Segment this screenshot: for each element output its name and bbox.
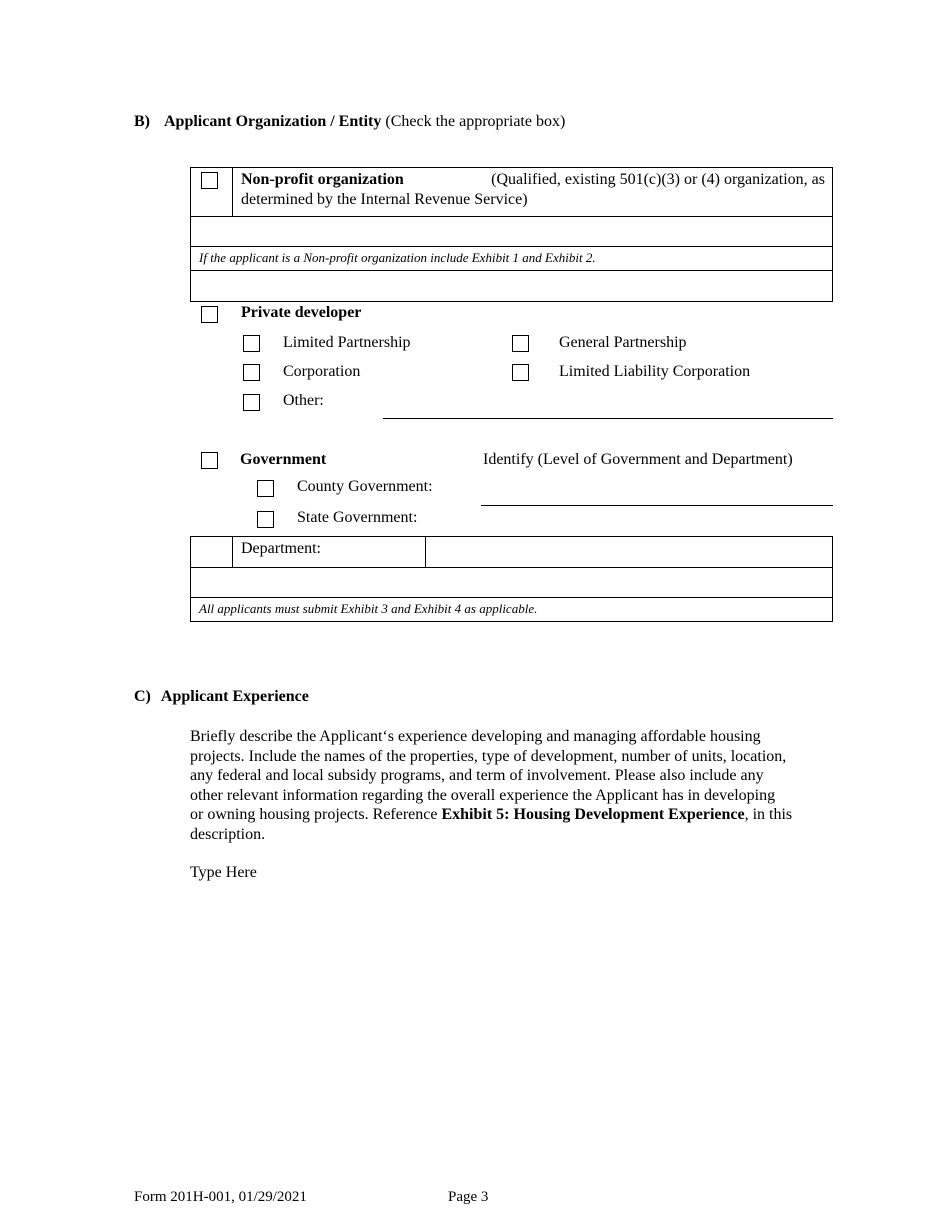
section-b-letter: B) (134, 113, 150, 130)
experience-line-5-pre: or owning housing projects. Reference (190, 806, 442, 824)
table-border-left-top (190, 167, 191, 301)
other-input-line[interactable] (383, 418, 833, 419)
corporation-label: Corporation (283, 363, 361, 380)
government-identify-label: Identify (Level of Government and Department) (483, 451, 793, 468)
nonprofit-label: Non-profit organization (241, 171, 404, 188)
county-government-checkbox[interactable] (257, 480, 274, 497)
department-row-top-right (425, 536, 833, 537)
private-developer-checkbox[interactable] (201, 306, 218, 323)
row-divider-3 (190, 270, 833, 271)
table-border-left-bottom (190, 536, 191, 622)
state-government-checkbox[interactable] (257, 511, 274, 528)
state-government-label: State Government: (297, 509, 418, 526)
county-government-label: County Government: (297, 478, 433, 495)
all-applicants-note: All applicants must submit Exhibit 3 and Exhibit 4 as applicable. (199, 601, 538, 616)
corporation-checkbox[interactable] (243, 364, 260, 381)
nonprofit-note: If the applicant is a Non-profit organization include Exhibit 1 and Exhibit 2. (199, 250, 596, 265)
other-label: Other: (283, 392, 324, 409)
department-input[interactable] (426, 538, 831, 566)
nonprofit-desc-line2: determined by the Internal Revenue Service) (241, 191, 528, 208)
general-partnership-label: General Partnership (559, 334, 687, 351)
government-label: Government (240, 451, 327, 468)
limited-partnership-checkbox[interactable] (243, 335, 260, 352)
other-checkbox[interactable] (243, 394, 260, 411)
table-border-top (190, 167, 833, 168)
section-b-heading (134, 113, 565, 131)
department-cell-divider-1 (232, 536, 233, 567)
section-c-letter: C) (134, 688, 151, 705)
exhibit-5-reference: Exhibit 5: Housing Development Experience (441, 806, 745, 824)
llc-checkbox[interactable] (512, 364, 529, 381)
experience-line-3: any federal and local subsidy programs, and term of involvement. Please also include any (190, 767, 764, 785)
experience-line-5-post: , in this (744, 806, 793, 824)
experience-description (190, 727, 850, 845)
footer-page-number: Page 3 (448, 1189, 489, 1205)
department-row-top-left (190, 536, 425, 537)
section-c-heading (134, 688, 309, 706)
section-b-title: Applicant Organization / Entity (164, 113, 382, 130)
section-c-title: Applicant Experience (160, 688, 309, 705)
experience-line-4: other relevant information regarding the overall experience the Applicant has in developing (190, 786, 776, 804)
nonprofit-desc-line1: (Qualified, existing 501(c)(3) or (4) organization, as (491, 171, 825, 188)
row-divider-4 (190, 301, 833, 302)
limited-partnership-label: Limited Partnership (283, 334, 411, 351)
department-label: Department: (241, 540, 321, 557)
llc-label: Limited Liability Corporation (559, 363, 751, 380)
private-developer-label: Private developer (241, 304, 362, 321)
nonprofit-checkbox[interactable] (201, 172, 218, 189)
government-checkbox[interactable] (201, 452, 218, 469)
row-divider-6 (190, 597, 833, 598)
table-border-bottom (190, 621, 833, 622)
nonprofit-cell-divider (232, 167, 233, 216)
general-partnership-checkbox[interactable] (512, 335, 529, 352)
table-border-right-top (832, 167, 833, 301)
experience-line-6: description. (190, 825, 266, 843)
row-divider-1 (190, 216, 833, 217)
experience-line-2: projects. Include the names of the properties, type of development, number of units, location, (190, 747, 787, 765)
row-divider-5 (190, 567, 833, 568)
row-divider-2 (190, 246, 833, 247)
table-border-right-bottom (832, 536, 833, 622)
experience-line-1: Briefly describe the Applicant‘s experience developing and managing affordable housing (190, 728, 761, 745)
experience-line-5 (190, 805, 850, 825)
government-identify-line[interactable] (481, 505, 833, 506)
footer-form-id: Form 201H-001, 01/29/2021 (134, 1189, 307, 1205)
section-b-instruction: (Check the appropriate box) (385, 113, 566, 130)
type-here-field[interactable]: Type Here (190, 864, 257, 881)
